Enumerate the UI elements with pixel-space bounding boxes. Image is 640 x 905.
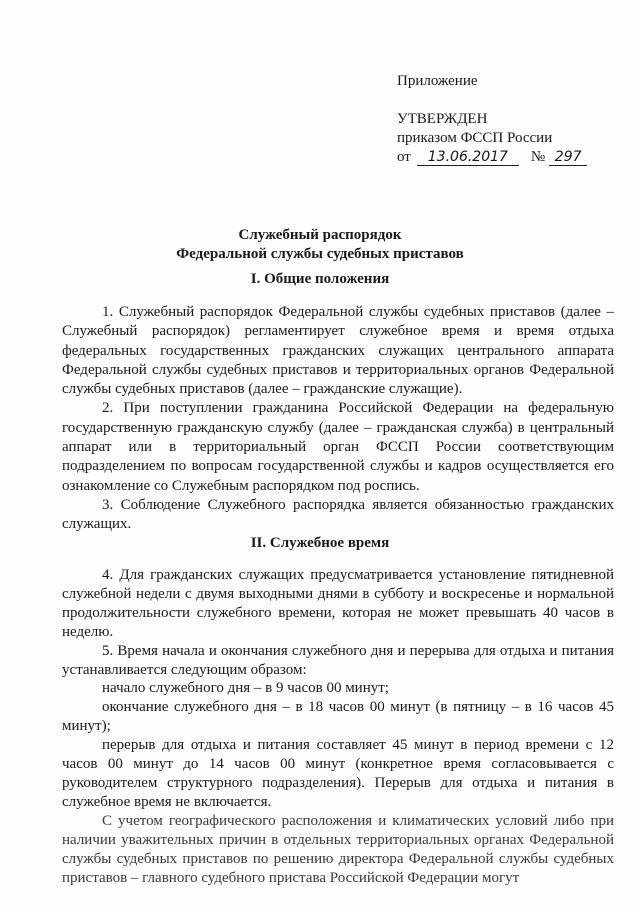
title-line-2: Федеральной службы судебных приставов (176, 246, 464, 262)
order-date-line (397, 148, 587, 167)
appendix-label: Приложение (397, 73, 478, 89)
title-line-1: Служебный распорядок (238, 227, 402, 243)
section-2-body (62, 566, 614, 887)
paragraph: окончание служебного дня – в 18 часов 00 минут (в пятницу – в 16 часов 45 минут); (62, 699, 614, 735)
paragraph: начало служебного дня – в 9 часов 00 минут; (102, 680, 389, 697)
document-title (0, 226, 640, 264)
handwritten-date: 13.06.2017 (417, 149, 519, 166)
paragraph: 1. Служебный распорядок Федеральной службы судебных приставов (далее – Служебный распорядок) регламентирует служебное время и время отдыха федеральных государственных гражданских служащих центрального аппарата Федеральной службы судебных приставов и территориальных органов Федеральной службы судебных приставов (далее – гражданские служащие). (62, 304, 614, 398)
paragraph: С учетом географического расположения и климатических условий либо при наличии уважительных причин в отдельных территориальных органах Федеральной службы судебных приставов по решению директора Федеральной службы судебных приставов – главного судебного пристава Российской Федерации могут (62, 812, 614, 886)
section-2-heading: II. Служебное время (250, 535, 390, 551)
paragraph: 2. При поступлении гражданина Российской Федерации на федеральную государственную гражданскую службу (далее – гражданская служба) в центральный аппарат или в территориальный орган ФССП России соответствующим подразделением по вопросам государственной службы и кадров осуществляется его ознакомление со Служебным распорядком под роспись. (62, 400, 614, 494)
number-prefix: № (530, 149, 546, 165)
handwritten-number: 297 (549, 149, 587, 166)
order-label: приказом ФССП России (397, 130, 553, 146)
date-prefix: от (397, 149, 411, 165)
paragraph: перерыв для отдыха и питания составляет 45 минут в период времени с 12 часов 00 минут до 14 часов 00 минут (конкретное время согласовывается с руководителем структурного подразделения). Перерыв для отдыха и питания в служебное время не включается. (62, 737, 614, 810)
section-1-body (62, 303, 614, 535)
paragraph: 4. Для гражданских служащих предусматривается установление пятидневной служебной недели с двумя выходными днями в субботу и воскресенье и нормальной продолжительности служебного времени, которая не может превышать 40 часов в неделю. (62, 567, 614, 640)
paragraph: 3. Соблюдение Служебного распорядка является обязанностью гражданских служащих. (62, 496, 614, 533)
section-1-heading: I. Общие положения (250, 271, 390, 287)
paragraph: 5. Время начала и окончания служебного дня и перерыва для отдыха и питания устанавливается следующим образом: (62, 642, 614, 678)
approved-label: УТВЕРЖДЕН (397, 111, 488, 127)
approval-block (397, 72, 587, 167)
